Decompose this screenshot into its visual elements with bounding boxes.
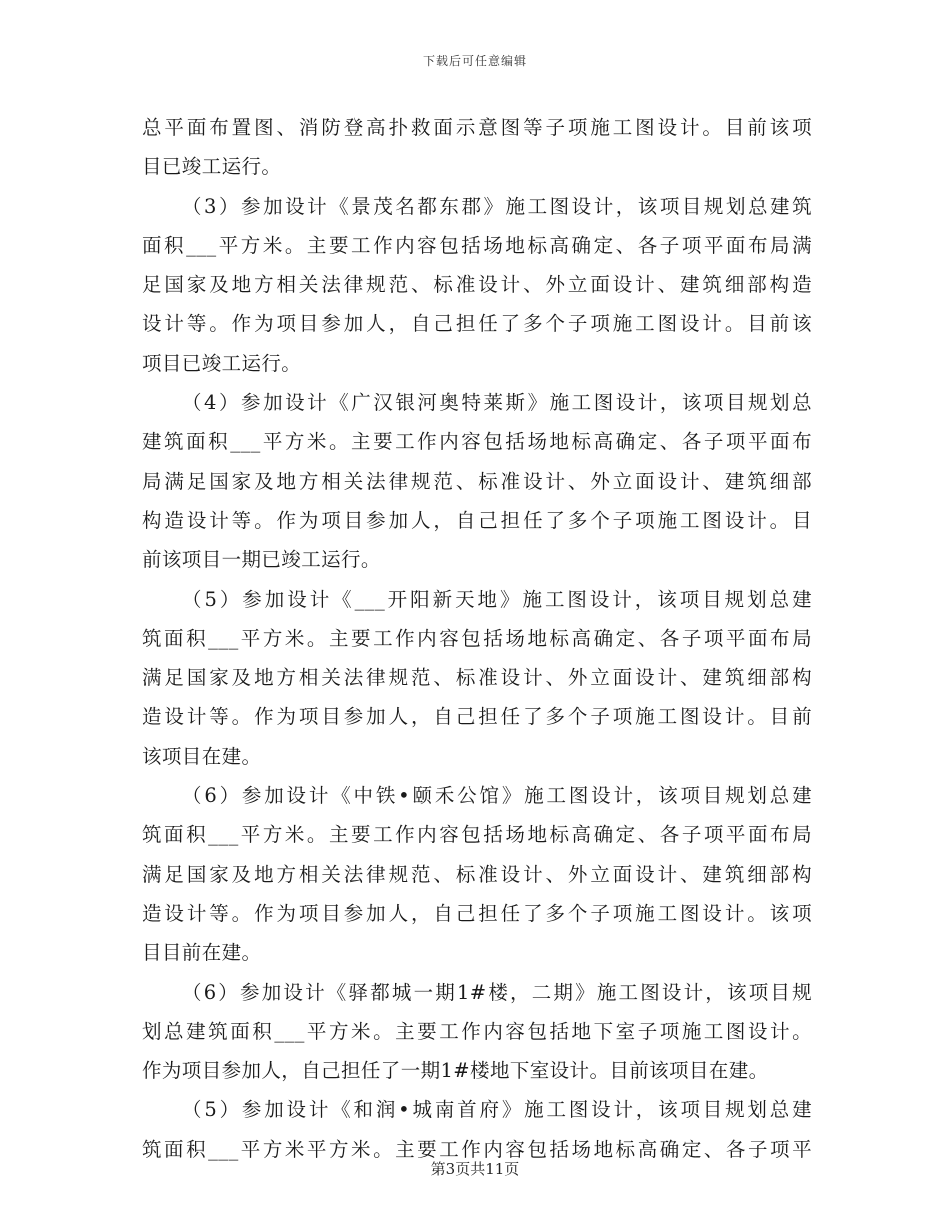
text-line: 划总建筑面积___平方米。主要工作内容包括地下室子项施工图设计。 [142, 1019, 812, 1043]
text-line: 面积___平方米。主要工作内容包括场地标高确定、各子项平面布局满 [142, 233, 812, 257]
text-line: 筑面积___平方米。主要工作内容包括场地标高确定、各子项平面布局 [142, 823, 812, 847]
document-body [142, 108, 812, 1169]
text-line: 目目前在建。 [142, 941, 262, 965]
text-line: 足国家及地方相关法律规范、标准设计、外立面设计、建筑细部构造 [142, 273, 812, 297]
text-line: 作为项目参加人，自己担任了一期1#楼地下室设计。目前该项目在建。 [142, 1059, 769, 1083]
text-line: 局满足国家及地方相关法律规范、标准设计、外立面设计、建筑细部 [142, 469, 812, 493]
text-line: 项目已竣工运行。 [142, 351, 302, 375]
text-line: 建筑面积___平方米。主要工作内容包括场地标高确定、各子项平面布 [142, 430, 812, 454]
text-line: （6）参加设计《驿都城一期1#楼，二期》施工图设计，该项目规 [182, 980, 812, 1004]
text-line: 满足国家及地方相关法律规范、标准设计、外立面设计、建筑细部构 [142, 666, 812, 690]
text-line: 筑面积___平方米平方米。主要工作内容包括场地标高确定、各子项平 [142, 1137, 812, 1161]
text-line: 筑面积___平方米。主要工作内容包括场地标高确定、各子项平面布局 [142, 626, 812, 650]
text-line: 造设计等。作为项目参加人，自己担任了多个子项施工图设计。目前 [142, 705, 812, 729]
text-line: 设计等。作为项目参加人，自己担任了多个子项施工图设计。目前该 [142, 312, 812, 336]
text-line: 造设计等。作为项目参加人，自己担任了多个子项施工图设计。该项 [142, 901, 812, 925]
text-line: 前该项目一期已竣工运行。 [142, 548, 381, 572]
text-line: （3）参加设计《景茂名都东郡》施工图设计，该项目规划总建筑 [182, 194, 812, 218]
text-line: 该项目在建。 [142, 744, 262, 768]
page-header: 下载后可任意编辑 [422, 54, 527, 68]
text-line: 总平面布置图、消防登高扑救面示意图等子项施工图设计。目前该项 [142, 116, 812, 139]
text-line: 构造设计等。作为项目参加人，自己担任了多个子项施工图设计。目 [142, 508, 812, 532]
text-line: 满足国家及地方相关法律规范、标准设计、外立面设计、建筑细部构 [142, 862, 812, 886]
text-line: 目已竣工运行。 [142, 155, 282, 179]
page-footer: 第3页共11页 [430, 1160, 520, 1178]
text-line: （5）参加设计《和润•城南首府》施工图设计，该项目规划总建 [182, 1098, 812, 1122]
text-line: （4）参加设计《广汉银河奥特莱斯》施工图设计，该项目规划总 [182, 391, 812, 415]
text-line: （5）参加设计《___开阳新天地》施工图设计，该项目规划总建 [182, 587, 812, 611]
text-line: （6）参加设计《中铁•颐禾公馆》施工图设计，该项目规划总建 [182, 784, 812, 808]
